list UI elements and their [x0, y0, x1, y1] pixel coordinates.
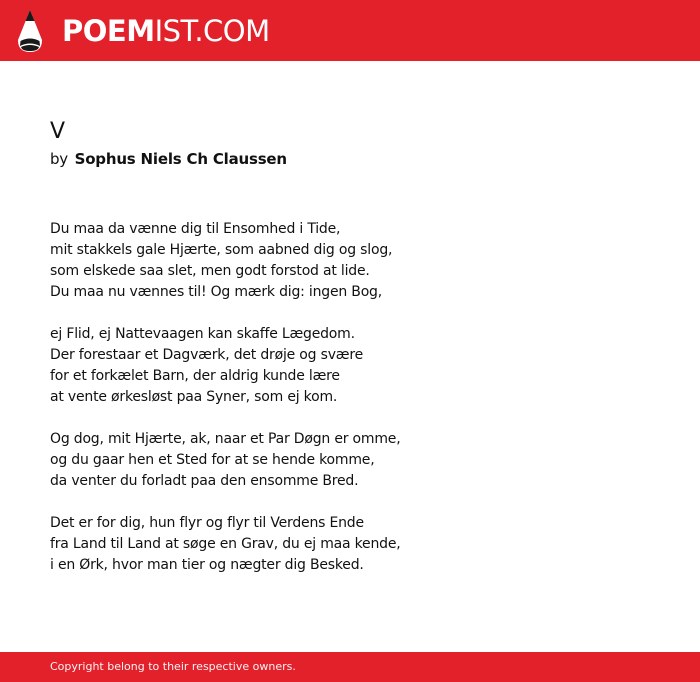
- byline: [50, 149, 287, 169]
- poem-body: [50, 219, 650, 576]
- site-footer: [0, 652, 700, 682]
- logo-text-bold: POEM: [62, 14, 155, 48]
- poem-line: at vente ørkesløst paa Syner, som ej kom.: [50, 389, 338, 405]
- poem-line: mit stakkels gale Hjærte, som aabned dig og slog,: [50, 242, 393, 258]
- pencil-tip-icon: [18, 10, 42, 52]
- stanza: [50, 324, 650, 408]
- poem-line: Og dog, mit Hjærte, ak, naar et Par Døgn er omme,: [50, 431, 401, 447]
- author-link[interactable]: Sophus Niels Ch Claussen: [74, 150, 287, 168]
- stanza: [50, 513, 650, 576]
- poem-line: fra Land til Land at søge en Grav, du ej maa kende,: [50, 536, 401, 552]
- copyright-text: Copyright belong to their respective owners.: [50, 660, 296, 673]
- poem-line: Du maa da vænne dig til Ensomhed i Tide,: [50, 221, 341, 237]
- poem-line: som elskede saa slet, men godt forstod at lide.: [50, 263, 370, 279]
- site-header: [0, 0, 700, 61]
- poem-line: Du maa nu vænnes til! Og mærk dig: ingen Bog,: [50, 284, 382, 300]
- poem-line: da venter du forladt paa den ensomme Bred.: [50, 473, 359, 489]
- poem-line: i en Ørk, hvor man tier og nægter dig Besked.: [50, 557, 364, 573]
- poem-line: for et forkælet Barn, der aldrig kunde lære: [50, 368, 340, 384]
- site-logo-link[interactable]: [18, 10, 270, 52]
- stanza: [50, 429, 650, 492]
- poem-line: og du gaar hen et Sted for at se hende komme,: [50, 452, 375, 468]
- stanza: [50, 219, 650, 303]
- poem-line: Der forestaar et Dagværk, det drøje og svære: [50, 347, 363, 363]
- logo-text-light: IST.COM: [154, 14, 270, 48]
- poem-title: V: [50, 119, 66, 144]
- poem-line: Det er for dig, hun flyr og flyr til Verdens Ende: [50, 515, 364, 531]
- site-logo-text: [62, 10, 270, 52]
- byline-label: by: [50, 150, 68, 168]
- poem-line: ej Flid, ej Nattevaagen kan skaffe Lægedom.: [50, 326, 355, 342]
